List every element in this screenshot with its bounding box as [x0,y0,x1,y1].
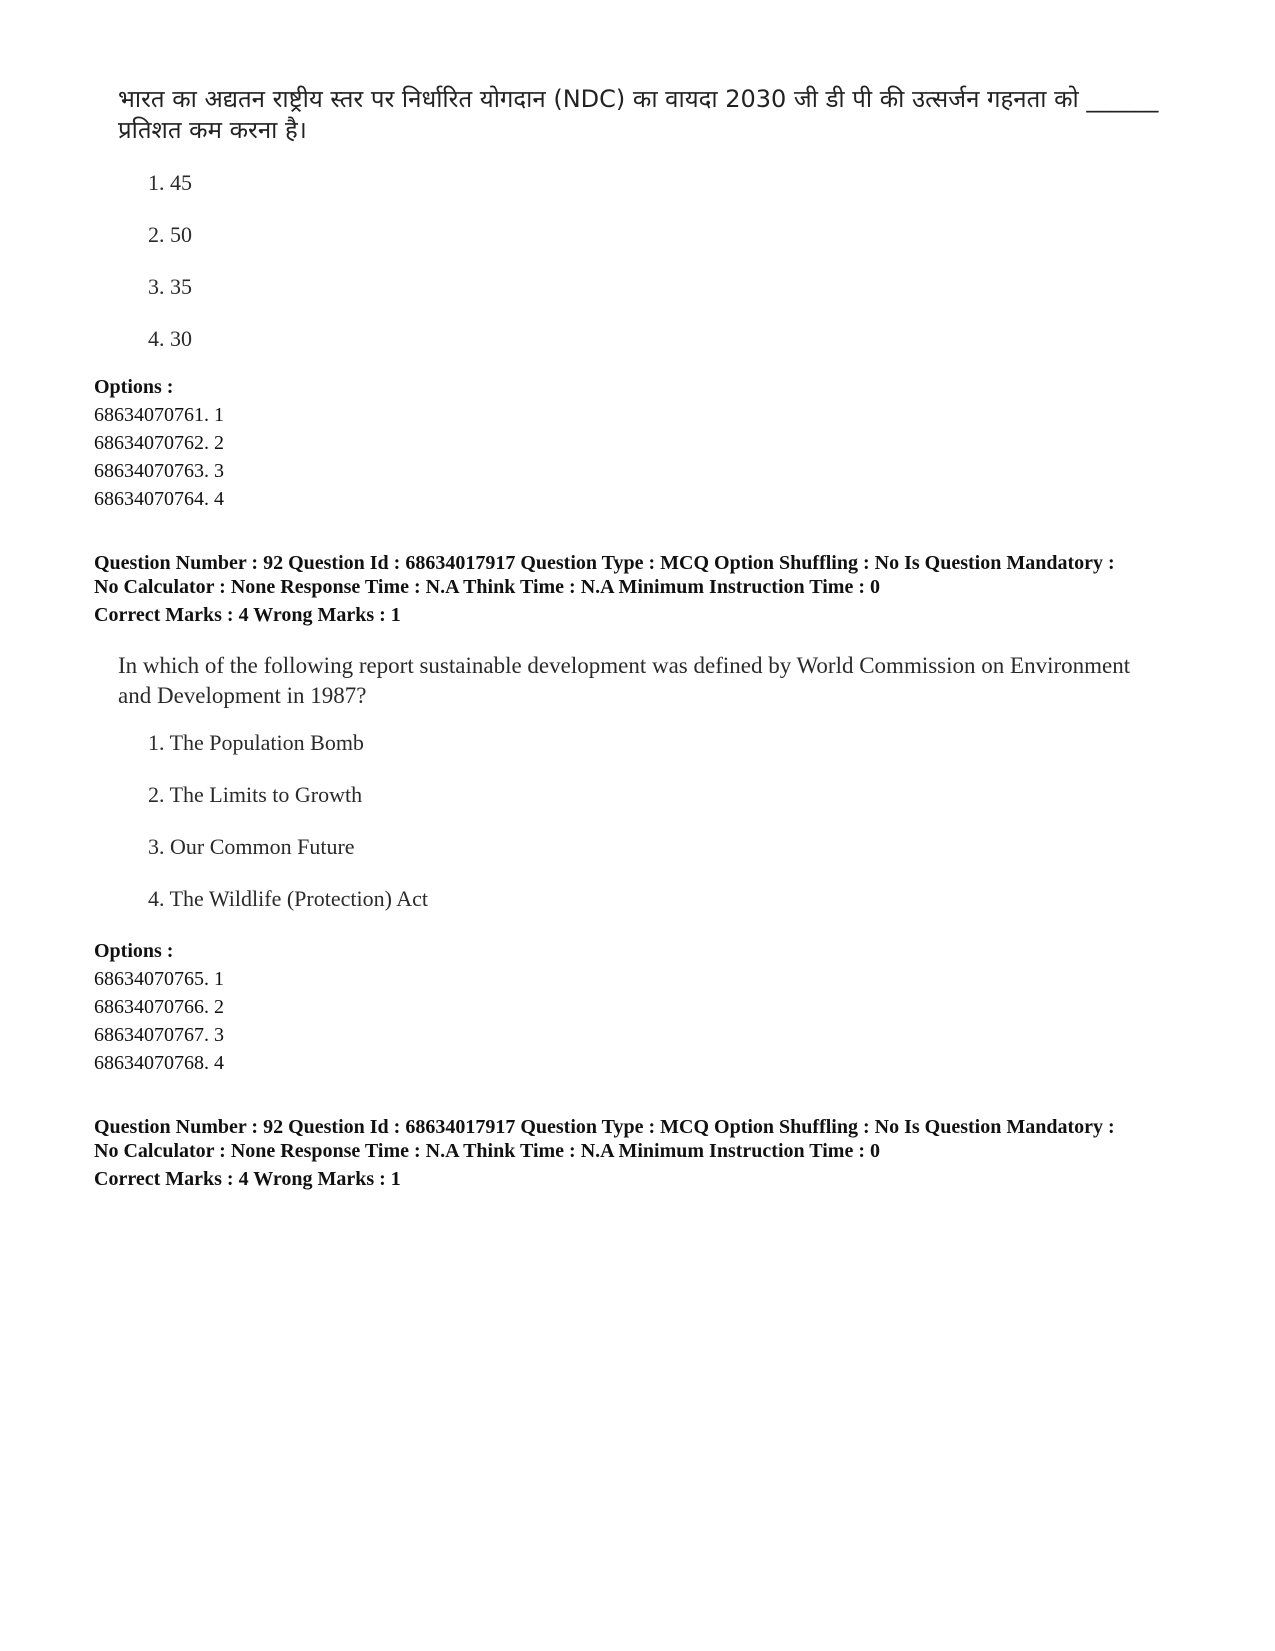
meta-line: Question Number : 92 Question Id : 68634017917 Question Type : MCQ Option Shuffling : No Is Question Mandatory : [94,1116,1115,1138]
choice-item: 4. 30 [148,326,192,351]
question-meta [94,1115,1214,1191]
option-id-line: 68634070763. 3 [94,460,224,482]
meta-line: Question Number : 92 Question Id : 68634017917 Question Type : MCQ Option Shuffling : No Is Question Mandatory : [94,552,1115,574]
option-id-line: 68634070762. 2 [94,432,224,454]
choice-item: 1. 45 [148,170,192,195]
choice-item: 3. 35 [148,274,192,299]
option-id-line: 68634070767. 3 [94,1024,224,1046]
option-id-line: 68634070768. 4 [94,1052,224,1074]
meta-line: Correct Marks : 4 Wrong Marks : 1 [94,1168,401,1190]
meta-line: No Calculator : None Response Time : N.A Think Time : N.A Minimum Instruction Time : 0 [94,1140,880,1162]
choice-item: 1. The Population Bomb [148,730,364,755]
options-label: Options : [94,376,174,398]
question-text: In which of the following report sustainable development was defined by World Commission on Environment and Development in 1987? [118,653,1131,708]
choice-item: 2. The Limits to Growth [148,782,363,807]
option-id-line: 68634070761. 1 [94,404,224,426]
question-text-hindi: भारत का अद्यतन राष्ट्रीय स्तर पर निर्धारित योगदान (NDC) का वायदा 2030 जी डी पी की उत्सर्जन गहनता को ______ प्रतिशत कम करना है। [118,85,1159,144]
choice-item: 3. Our Common Future [148,834,355,859]
option-id-line: 68634070764. 4 [94,488,224,510]
options-label: Options : [94,940,174,962]
option-id-line: 68634070766. 2 [94,996,224,1018]
meta-line: Correct Marks : 4 Wrong Marks : 1 [94,604,401,626]
choice-item: 4. The Wildlife (Protection) Act [148,886,428,911]
question-meta [94,551,1214,627]
meta-line: No Calculator : None Response Time : N.A Think Time : N.A Minimum Instruction Time : 0 [94,576,880,598]
option-id-line: 68634070765. 1 [94,968,224,990]
choice-item: 2. 50 [148,222,192,247]
